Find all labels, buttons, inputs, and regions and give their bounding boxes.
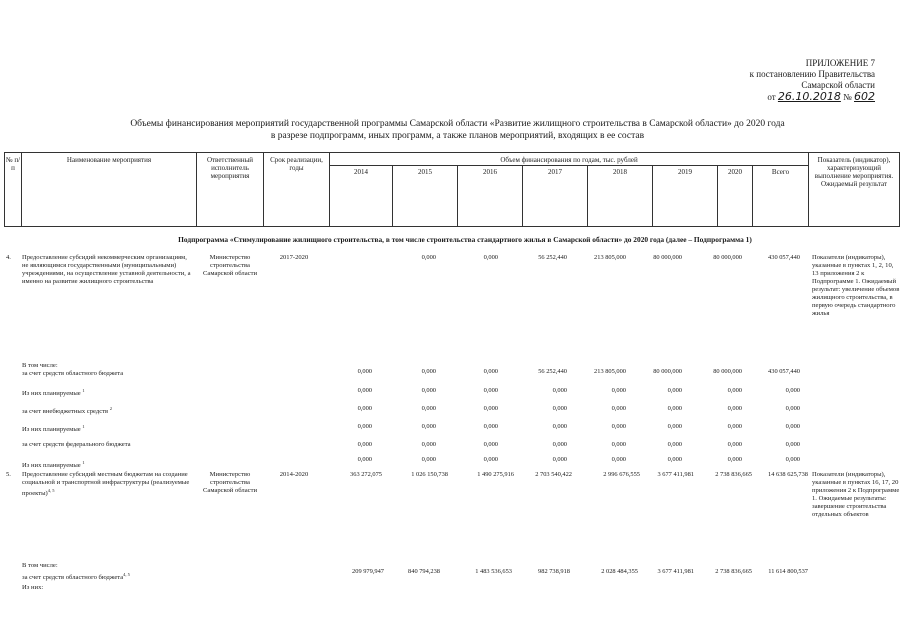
row-planned-2-total: 0,000 — [785, 423, 800, 430]
header-executor: Ответственный исполнитель мероприятия — [206, 156, 254, 180]
row-planned-3-total: 0,000 — [785, 456, 800, 463]
row-federal-value: 0,000 — [357, 441, 372, 448]
col-divider — [899, 152, 900, 227]
row-planned-3-value: 0,000 — [552, 456, 567, 463]
row-5-value: 1 490 275,916 — [477, 471, 514, 478]
appendix-date-line — [700, 91, 875, 103]
row-regional-2-value: 209 979,947 — [352, 568, 384, 575]
row-5-value: 363 272,075 — [350, 471, 382, 478]
row-regional-value: 80 000,000 — [713, 368, 742, 375]
row-5-value: 2 738 836,665 — [715, 471, 752, 478]
row-4-name: Предоставление субсидий некоммерческим организациям, не являющимся государственными (муниципальными) учреждениями, на осуществление уставной деятельности, а именно на развитие жилищного строительства — [22, 254, 191, 285]
appendix-line-2: к постановлению Правительства — [749, 69, 875, 79]
header-funding: Объем финансирования по годам, тыс. рублей — [500, 156, 638, 164]
row-regional-2-total: 11 614 800,537 — [768, 568, 808, 575]
title-line-1: Объемы финансирования мероприятий государственной программы Самарской области «Развитие жилищного строительства в Самарской области» до 2020 года — [130, 119, 785, 129]
row-4-value: 80 000,000 — [713, 254, 742, 261]
row-5-value: 3 677 411,981 — [657, 471, 694, 478]
header-period: Срок реализации, годы — [270, 156, 323, 172]
row-planned-1-label: Из них планируемые $^1$ — [22, 388, 85, 398]
row-planned-2-value: 0,000 — [552, 423, 567, 430]
header-bottom-border — [4, 226, 900, 227]
row-regional-value: 0,000 — [357, 368, 372, 375]
header-year: 2019 — [678, 168, 692, 176]
header-year: 2017 — [548, 168, 562, 176]
row-5-name: Предоставление субсидий местным бюджетам на создание социальной и транспортной инфраструктуры (реализуемые проекты)$^{4, 5}$ — [22, 471, 190, 498]
row-4-value: 80 000,000 — [653, 254, 682, 261]
section-title: Подпрограмма «Стимулирование жилищного строительства, в том числе строительства стандартного жилья в Самарской области» до 2020 года (далее – Подпрограмма 1) — [178, 235, 752, 244]
row-regional-2-label: за счет средств областного бюджета$^{4, 5}$ — [22, 572, 130, 582]
row-federal-value: 0,000 — [421, 441, 436, 448]
header-indicator: Показатель (индикатор), характеризующий выполнение мероприятия. Ожидаемый результат — [814, 156, 894, 188]
row-4-value: 0,000 — [421, 254, 436, 261]
row-offbudget-value: 0,000 — [611, 405, 626, 412]
appendix-block — [700, 58, 875, 103]
row-of-them-label: Из них: — [22, 584, 44, 591]
row-5-total: 14 638 625,738 — [768, 471, 808, 478]
row-regional-2-value: 840 794,238 — [408, 568, 440, 575]
row-planned-3-value: 0,000 — [727, 456, 742, 463]
row-planned-2-value: 0,000 — [727, 423, 742, 430]
header-year: 2020 — [728, 168, 742, 176]
header-year: 2014 — [354, 168, 368, 176]
row-regional-2-value: 982 738,918 — [538, 568, 570, 575]
row-regional-label: за счет средств областного бюджета — [22, 370, 124, 377]
row-regional-2-value: 3 677 411,981 — [657, 568, 694, 575]
years-row-border — [329, 165, 808, 166]
row-5-num: 5. — [6, 471, 11, 478]
row-planned-1-value: 0,000 — [667, 387, 682, 394]
row-5-period: 2014-2020 — [279, 471, 309, 478]
row-regional-2-value: 1 483 536,653 — [475, 568, 512, 575]
row-planned-2-label: Из них планируемые $^1$ — [22, 424, 85, 434]
row-planned-3-value: 0,000 — [421, 456, 436, 463]
row-planned-2-value: 0,000 — [483, 423, 498, 430]
row-5-value: 2 996 676,555 — [603, 471, 640, 478]
header-num: № п/п — [5, 156, 21, 172]
col-divider — [808, 152, 809, 227]
row-planned-1-value: 0,000 — [357, 387, 372, 394]
row-5-executor: Министерство строительства Самарской области — [203, 471, 257, 494]
appendix-title: ПРИЛОЖЕНИЕ 7 — [805, 58, 875, 68]
row-planned-1-value: 0,000 — [483, 387, 498, 394]
row-planned-1-value: 0,000 — [421, 387, 436, 394]
row-planned-1-total: 0,000 — [785, 387, 800, 394]
row-federal-value: 0,000 — [483, 441, 498, 448]
row-planned-3-value: 0,000 — [611, 456, 626, 463]
row-regional-value: 0,000 — [483, 368, 498, 375]
row-planned-3-value: 0,000 — [667, 456, 682, 463]
row-offbudget-value: 0,000 — [727, 405, 742, 412]
row-planned-3-label: Из них планируемые $^1$ — [22, 460, 85, 470]
row-4-value: 56 252,440 — [538, 254, 567, 261]
date-prefix: от — [767, 92, 776, 102]
header-year: 2018 — [613, 168, 627, 176]
appendix-line-3: Самарской области — [801, 80, 875, 90]
row-offbudget-label: за счет внебюджетных средств $^2$ — [22, 406, 113, 416]
row-regional-2-value: 2 028 484,355 — [601, 568, 638, 575]
header-name: Наименование мероприятия — [66, 156, 152, 164]
row-4-num: 4. — [6, 254, 11, 261]
row-4-total: 430 057,440 — [768, 254, 800, 261]
row-federal-total: 0,000 — [785, 441, 800, 448]
header-total: Всего — [771, 168, 790, 176]
row-offbudget-value: 0,000 — [552, 405, 567, 412]
row-regional-value: 56 252,440 — [538, 368, 567, 375]
header-year: 2016 — [483, 168, 497, 176]
row-offbudget-value: 0,000 — [483, 405, 498, 412]
row-incl-label: В том числе: — [22, 362, 58, 369]
row-planned-3-value: 0,000 — [357, 456, 372, 463]
title-line-2: в разрезе подпрограмм, иных программ, а также планов мероприятий, входящих в ее состав — [270, 131, 645, 141]
row-planned-2-value: 0,000 — [357, 423, 372, 430]
row-offbudget-value: 0,000 — [421, 405, 436, 412]
row-4-executor: Министерство строительства Самарской области — [203, 254, 257, 277]
row-regional-2-value: 2 738 836,665 — [715, 568, 752, 575]
row-regional-total: 430 057,440 — [768, 368, 800, 375]
document-title — [80, 118, 835, 142]
row-5-value: 2 703 540,422 — [535, 471, 572, 478]
handwritten-number: 602 — [854, 90, 875, 103]
row-4-indicator: Показатели (индикаторы), указанные в пунктах 1, 2, 10, 13 приложения 2 к Подпрограмме 1. Ожидаемый результат: увеличение объемов жилищного строительства, в первую очередь стандартного жилья — [812, 254, 900, 317]
row-federal-value: 0,000 — [667, 441, 682, 448]
header-top-border — [4, 152, 900, 153]
row-regional-value: 0,000 — [421, 368, 436, 375]
row-federal-label: за счет средств федерального бюджета — [22, 441, 131, 448]
row-4-period: 2017-2020 — [279, 254, 309, 261]
row-planned-1-value: 0,000 — [611, 387, 626, 394]
row-planned-1-value: 0,000 — [552, 387, 567, 394]
row-planned-2-value: 0,000 — [667, 423, 682, 430]
row-regional-value: 213 805,000 — [594, 368, 626, 375]
row-federal-value: 0,000 — [727, 441, 742, 448]
number-prefix: № — [843, 92, 852, 102]
row-4-value: 0,000 — [483, 254, 498, 261]
row-offbudget-total: 0,000 — [785, 405, 800, 412]
handwritten-date: 26.10.2018 — [777, 90, 841, 103]
row-regional-value: 80 000,000 — [653, 368, 682, 375]
row-4-value: 213 805,000 — [594, 254, 626, 261]
row-5-value: 1 026 150,738 — [411, 471, 448, 478]
row-planned-3-value: 0,000 — [483, 456, 498, 463]
row-federal-value: 0,000 — [611, 441, 626, 448]
row-planned-1-value: 0,000 — [727, 387, 742, 394]
row-5-indicator: Показатели (индикаторы), указанные в пунктах 16, 17, 20 приложения 2 к Подпрограмме 1. Ожидаемые результаты: завершение строительства отдельных объектов — [812, 471, 900, 518]
row-offbudget-value: 0,000 — [357, 405, 372, 412]
row-planned-2-value: 0,000 — [611, 423, 626, 430]
header-year: 2015 — [418, 168, 432, 176]
row-offbudget-value: 0,000 — [667, 405, 682, 412]
row-federal-value: 0,000 — [552, 441, 567, 448]
row-incl-2-label: В том числе: — [22, 562, 58, 569]
row-planned-2-value: 0,000 — [421, 423, 436, 430]
